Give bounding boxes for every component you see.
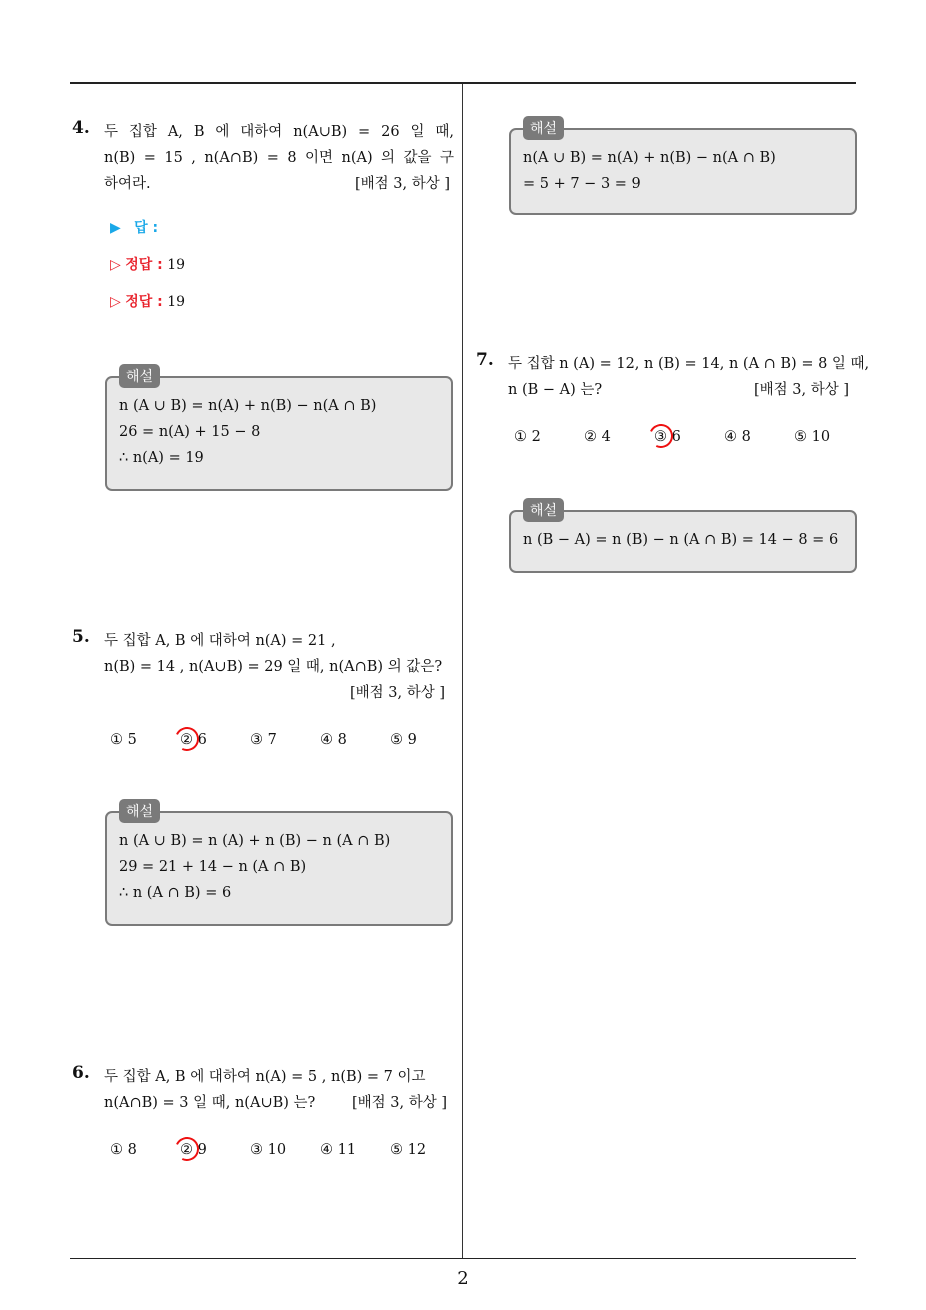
option-2[interactable]: ② 9 — [180, 1142, 207, 1158]
explanation-box — [105, 804, 453, 926]
option-2[interactable]: ② 4 — [584, 429, 611, 445]
explanation-line: 29 = 21 + 14 − n (A ∩ B) — [119, 859, 307, 875]
correct-answer-line — [110, 291, 185, 311]
explanation-label: 해설 — [523, 498, 564, 522]
top-rule — [70, 82, 856, 84]
explanation-label: 해설 — [523, 116, 564, 140]
explanation-line: ∴ n (A ∩ B) = 6 — [119, 885, 232, 901]
question-text-line: 두 집합 A, B 에 대하여 n(A) = 5 , n(B) = 7 이고 — [104, 1069, 426, 1085]
score-label: [배점 3, 하상 ] — [352, 1095, 448, 1111]
correct-answer-label: 정답 : — [125, 294, 163, 310]
explanation-label: 해설 — [119, 799, 160, 823]
selected-answer-mark — [646, 421, 677, 452]
option-3[interactable]: ③ 7 — [250, 732, 277, 748]
option-4[interactable]: ④ 8 — [320, 732, 347, 748]
question-number: 4. — [72, 118, 90, 138]
score-label: [배점 3, 하상 ] — [754, 382, 850, 398]
explanation-line: n (A ∪ B) = n (A) + n (B) − n (A ∩ B) — [119, 833, 391, 849]
option-5[interactable]: ⑤ 9 — [390, 732, 417, 748]
question-number: 6. — [72, 1063, 90, 1083]
question-number: 5. — [72, 627, 90, 647]
explanation-box — [509, 503, 857, 573]
option-1[interactable]: ① 5 — [110, 732, 137, 748]
explanation-line: n (A ∪ B) = n(A) + n(B) − n(A ∩ B) — [119, 398, 377, 414]
explanation-line: = 5 + 7 − 3 = 9 — [523, 176, 641, 192]
question-text-line: n (B − A) 는? — [508, 382, 603, 398]
explanation-line: n (B − A) = n (B) − n (A ∩ B) = 14 − 8 = 6 — [523, 532, 839, 548]
answer-line — [110, 217, 158, 237]
page-number: 2 — [457, 1268, 469, 1289]
column-divider — [462, 84, 463, 1258]
correct-answer-value: 19 — [167, 294, 186, 310]
score-label: [배점 3, 하상 ] — [355, 176, 451, 192]
option-4[interactable]: ④ 8 — [724, 429, 751, 445]
explanation-box — [509, 121, 857, 215]
option-3[interactable]: ③ 6 — [654, 429, 681, 445]
question-number: 7. — [476, 350, 494, 370]
correct-answer-label: 정답 : — [125, 257, 163, 273]
answer-label: 답 : — [134, 220, 159, 236]
question-text-line: 하여라. — [104, 176, 151, 192]
selected-answer-mark — [172, 1134, 203, 1165]
explanation-label: 해설 — [119, 364, 160, 388]
explanation-line: ∴ n(A) = 19 — [119, 450, 204, 466]
option-2[interactable]: ② 6 — [180, 732, 207, 748]
option-3[interactable]: ③ 10 — [250, 1142, 287, 1158]
question-text-line: n(B) = 15 , n(A∩B) = 8 이면 n(A) 의 값을 구 — [104, 150, 454, 166]
option-4[interactable]: ④ 11 — [320, 1142, 357, 1158]
question-text-line: 두 집합 n (A) = 12, n (B) = 14, n (A ∩ B) = 8 일 때, — [508, 356, 870, 372]
correct-answer-value: 19 — [167, 257, 186, 273]
option-1[interactable]: ① 8 — [110, 1142, 137, 1158]
explanation-line: n(A ∪ B) = n(A) + n(B) − n(A ∩ B) — [523, 150, 776, 166]
triangle-icon: ▷ — [110, 294, 121, 310]
option-1[interactable]: ① 2 — [514, 429, 541, 445]
score-label: [배점 3, 하상 ] — [350, 685, 446, 701]
question-text-line: n(B) = 14 , n(A∪B) = 29 일 때, n(A∩B) 의 값은? — [104, 659, 443, 675]
explanation-box — [105, 369, 453, 491]
bottom-rule — [70, 1258, 856, 1259]
question-text-line: n(A∩B) = 3 일 때, n(A∪B) 는? — [104, 1095, 316, 1111]
option-5[interactable]: ⑤ 10 — [794, 429, 831, 445]
option-5[interactable]: ⑤ 12 — [390, 1142, 427, 1158]
question-text-line: 두 집합 A, B 에 대하여 n(A) = 21 , — [104, 633, 336, 649]
correct-answer-line — [110, 254, 185, 274]
play-icon: ▶ — [110, 220, 121, 236]
triangle-icon: ▷ — [110, 257, 121, 273]
explanation-line: 26 = n(A) + 15 − 8 — [119, 424, 261, 440]
question-text-line: 두 집합 A, B 에 대하여 n(A∪B) = 26 일 때, — [104, 124, 454, 140]
selected-answer-mark — [172, 724, 203, 755]
